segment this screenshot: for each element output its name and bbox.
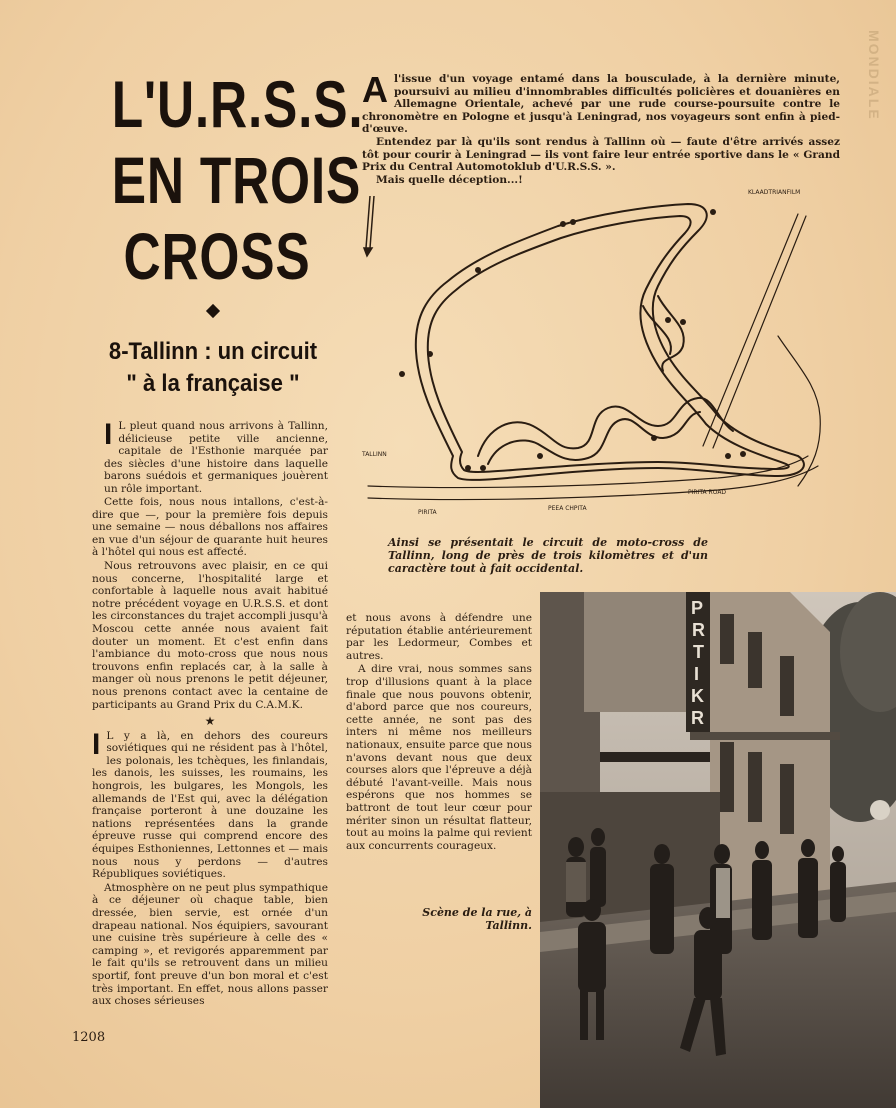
article-title <box>111 66 364 294</box>
intro-paragraph-2: Entendez par là qu'ils sont rendus à Tallinn où — faute d'être arrivés assez tôt pour courir à Leningrad — ils vont faire leur entrée sportive dans le « Grand Prix du Central Automotoklub d'U.R.S.S. ». <box>362 135 840 174</box>
side-bleed-text: MONDIALE <box>866 30 882 121</box>
intro-paragraph-1 <box>362 69 840 136</box>
col1-paragraph-4 <box>92 727 328 881</box>
intro-block <box>362 69 840 186</box>
col1-paragraph-5: Atmosphère on ne peut plus sympathique à ce déjeuner où chaque table, bien dressée, bien servie, est ornée d'un drapeau national. Nos équipiers, savourant une cuisine très supérieure à celle des « camping », et revigorés apparemment par le fait qu'ils se retrouvent dans un milieu sportif, font preuve d'un bon moral et c'est très important. En effet, nous allons passer aux choses sérieuses <box>92 881 328 1008</box>
title-line-2: EN TROIS <box>111 143 362 217</box>
intro-text-1: l'issue d'un voyage entamé dans la bousculade, à la dernière minute, poursuivi au milieu d'innombrables difficultés policières et douanières en Allemagne Orientale, achevé par une rude course-poursuite contre le chronomètre en Pologne et jusqu'à Leningrad, nos voyageurs sont enfin à pied-d'œuve. <box>362 73 840 136</box>
title-line-1: L'U.R.S.S. <box>111 67 364 141</box>
title-line-3: CROSS <box>123 219 311 293</box>
col1-paragraph-2: Cette fois, nous nous intallons, c'est-à-dire que —, pour la première fois depuis une semaine — nous déballons nos affaires en vue d'un séjour de quarante huit heures à l'hôtel qui nous est affecté. <box>92 496 328 559</box>
col1-paragraph-3: Nous retrouvons avec plaisir, en ce qui nous concerne, l'hospitalité large et confortable à laquelle nous avait habitué notre précédent voyage en U.R.S.S. et dont les circonstances du trajet accompli jusqu'à Moscou cette année nous avaient fait douter un moment. Et c'est enfin dans l'ambiance du moto-cross que nous nous trouvons enfin replacés car, à la salle à manger où nous prenons le petit déjeuner, nous prenons contact avec la centaine de participants au Grand Prix du C.A.M.K. <box>92 559 328 711</box>
col1-text-1: L pleut quand nous arrivons à Tallinn, délicieuse petite ville ancienne, capitale de l'Esthonie marquée par des siècles d'une histoire dans laquelle barons suédois et germaniques jouèrent un rôle important. <box>104 420 328 495</box>
street-photo <box>540 592 896 1108</box>
col2-paragraph-1: et nous avons à défendre une réputation établie antérieurement par les Ledormeur, Combes et autres. <box>346 612 532 662</box>
map-label-top: KLAADTRIANFILM <box>748 189 801 196</box>
subtitle-line-1: 8-Tallinn : un circuit <box>108 338 318 365</box>
street-photo-svg <box>540 592 896 1108</box>
col1-dropcap-2: I <box>92 727 101 761</box>
diamond-ornament <box>206 304 220 318</box>
map-label-road2: PEEA CHPITA <box>548 505 587 512</box>
col1-text-4: L y a là, en dehors des coureurs soviétiques qui ne résident pas à l'hôtel, les polonais, les tchèques, les finlandais, les danois, les suisses, les roumains, les hongrois, les bulgares, les Mongols, les allemands de l'Est qui, avec la délégation française porteront à une douzaine les nations représentées dans la grande épreuve russe qui comprend encore des équipes Esthoniennes, Lettonnes et — mais nous nous y perdons — d'autres Républiques soviétiques. <box>92 729 328 881</box>
intro-paragraph-3: Mais quelle déception...! <box>376 173 523 186</box>
map-label-road3: PIRITA <box>418 509 437 516</box>
column-1-body <box>92 496 328 1009</box>
circuit-map <box>358 186 828 528</box>
intro-dropcap: A <box>362 69 388 110</box>
col1-paragraph-1 <box>104 420 328 496</box>
map-caption: Ainsi se présentait le circuit de moto-cross de Tallinn, long de près de trois kilomètres et d'un caractère tout à fait occidental. <box>388 536 708 575</box>
article-subtitle <box>98 336 328 400</box>
col1-dropcap-1: I <box>104 418 113 451</box>
photo-caption: Scène de la rue, à Tallinn. <box>422 906 532 932</box>
col2-paragraph-2: A dire vrai, nous sommes sans trop d'illusions quant à la place finale que nous pouvons obtenir, d'abord parce que nos coureurs, cette année, ne sont pas des inters ni même nos meilleurs nationaux, ensuite parce que nous n'avons devant nous que deux courses alors que l'épreuve a déjà débuté l'avant-veille. Mais nous espérons que nos hommes se battront de tout leur cœur pour mériter sinon un résultat flatteur, tout au moins la palme qui revient aux concurrents courageux. <box>346 663 532 852</box>
column-1-top <box>104 420 328 497</box>
page-number: 1208 <box>72 1030 106 1045</box>
circuit-map-svg <box>358 186 828 528</box>
map-label-tallinn: TALLINN <box>362 451 387 458</box>
star-separator: ★ <box>204 714 216 729</box>
map-label-road1: PIRITA ROAD <box>688 489 727 496</box>
shop-sign: P R T I K R <box>691 598 705 728</box>
column-2 <box>346 612 532 853</box>
subtitle-line-2: " à la française " <box>126 370 300 397</box>
